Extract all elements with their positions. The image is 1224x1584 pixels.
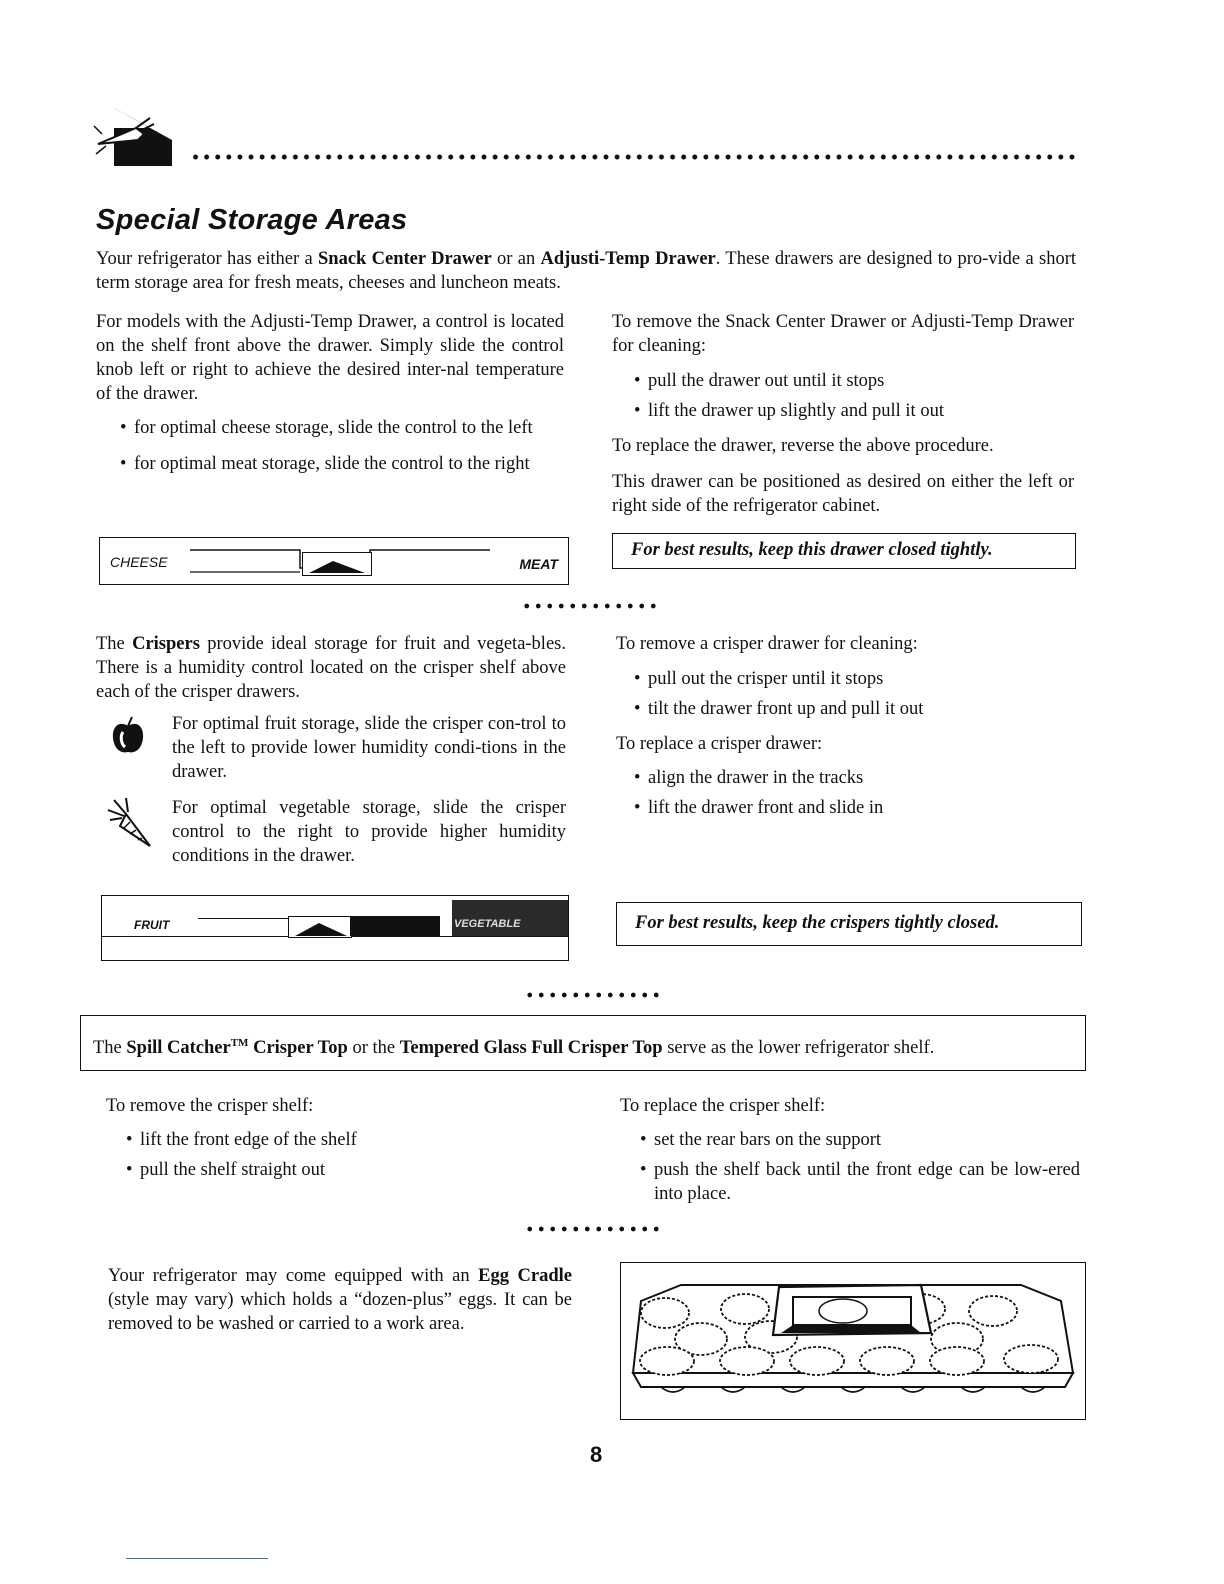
drawer-closed-note — [612, 533, 1076, 569]
intro-text: Your refrigerator has either a — [96, 249, 318, 269]
carrot-icon — [92, 104, 174, 166]
slider-label-vegetable: VEGETABLE — [454, 918, 521, 930]
intro-paragraph — [96, 247, 1076, 295]
list-item: • pull the drawer out until it stops — [634, 369, 1074, 393]
page-title: Special Storage Areas — [96, 204, 408, 236]
slider-label-meat: MEAT — [519, 556, 558, 572]
fruit-storage-text: For optimal fruit storage, slide the crisper con-trol to the left to provide lower humidity condi-tions in the drawer. — [172, 714, 566, 782]
spill-catcher-term: Spill Catcher — [126, 1038, 231, 1059]
section-separator — [524, 1224, 664, 1234]
shelf-replace-intro: To replace the crisper shelf: — [620, 1096, 826, 1116]
egg-text: Your refrigerator may come equipped with an — [108, 1266, 479, 1286]
list-item: • push the shelf back until the front edge can be low-ered into place. — [640, 1158, 1080, 1206]
list-item: • lift the drawer front and slide in — [634, 796, 1074, 820]
list-item: • tilt the drawer front up and pull it out — [634, 697, 1074, 721]
adjusti-temp-term: Adjusti-Temp Drawer — [540, 249, 716, 269]
snack-position-text: This drawer can be positioned as desired on either the left or right side of the refrigerator cabinet. — [612, 472, 1074, 516]
crispers-paragraph — [96, 632, 566, 704]
crisper-top-box — [80, 1015, 1086, 1071]
crispers-term: Crispers — [132, 634, 200, 654]
crisper-replace-intro: To replace a crisper drawer: — [616, 734, 823, 754]
list-item: • lift the front edge of the shelf — [126, 1128, 566, 1152]
adjusti-paragraph: For models with the Adjusti-Temp Drawer, a control is located on the shelf front above the drawer. Simply slide the control knob left or right to achieve the desired inter-nal temperature of the drawer. — [96, 312, 564, 404]
footer-rule — [126, 1558, 268, 1559]
list-item: • for optimal meat storage, slide the control to the right — [120, 452, 564, 476]
egg-cradle-term: Egg Cradle — [478, 1266, 572, 1286]
note-text: For best results, keep the crispers tightly closed. — [635, 913, 1000, 933]
snack-replace-text: To replace the drawer, reverse the above procedure. — [612, 436, 994, 456]
adjusti-temp-slider[interactable] — [99, 537, 569, 585]
glass-crisper-top-term: Tempered Glass Full Crisper Top — [399, 1038, 663, 1059]
snack-center-term: Snack Center Drawer — [318, 249, 492, 269]
apple-icon — [110, 716, 146, 756]
intro-text: or an — [491, 249, 541, 269]
slider-knob[interactable] — [288, 916, 352, 938]
snack-remove-bullets — [634, 369, 1074, 423]
crisper-top-plain: serve as the lower refrigerator shelf. — [662, 1038, 935, 1059]
section-separator — [524, 990, 664, 1000]
slider-label-fruit: FRUIT — [134, 918, 170, 932]
crisper-top-term: Crisper Top — [248, 1038, 348, 1059]
crisper-remove-bullets — [634, 667, 1074, 721]
egg-cradle-paragraph — [108, 1264, 572, 1336]
list-item: • pull the shelf straight out — [126, 1158, 566, 1182]
crisper-top-plain: or the — [347, 1038, 400, 1059]
shelf-replace-bullets — [640, 1128, 1080, 1206]
intro-text: . These drawers are designed to pro-vide a short term storage area for fresh meats, cheeses and luncheon meats. — [96, 249, 1077, 293]
header-dotted-rule — [190, 151, 1076, 163]
list-item: • align the drawer in the tracks — [634, 766, 1074, 790]
vegetable-storage-text: For optimal vegetable storage, slide the crisper control to the right to provide higher humidity conditions in the drawer. — [172, 798, 566, 866]
note-text: For best results, keep this drawer closed tightly. — [631, 540, 993, 560]
crisper-remove-intro: To remove a crisper drawer for cleaning: — [616, 634, 918, 654]
crispers-closed-note — [616, 902, 1082, 946]
shelf-remove-bullets — [126, 1128, 566, 1182]
crispers-text: The — [96, 634, 133, 654]
section-separator — [521, 601, 659, 611]
list-item: • lift the drawer up slightly and pull it out — [634, 399, 1074, 423]
egg-text: (style may vary) which holds a “dozen-plus” eggs. It can be removed to be washed or carried to a work area. — [108, 1290, 572, 1334]
crispers-text: provide ideal storage for fruit and vegeta-bles. There is a humidity control located on the crisper shelf above each of the crisper drawers. — [96, 634, 566, 702]
list-item: • pull out the crisper until it stops — [634, 667, 1074, 691]
crisper-replace-bullets — [634, 766, 1074, 820]
adjusti-bullets — [120, 416, 564, 476]
list-item: • set the rear bars on the support — [640, 1128, 1080, 1152]
crisper-top-plain: The — [93, 1038, 127, 1059]
trademark-sup: TM — [230, 1037, 249, 1049]
shelf-remove-intro: To remove the crisper shelf: — [106, 1096, 314, 1116]
crisper-top-text — [93, 1031, 934, 1060]
page-number: 8 — [590, 1442, 603, 1467]
list-item: • for optimal cheese storage, slide the control to the left — [120, 416, 564, 440]
slider-label-cheese: CHEESE — [110, 554, 168, 570]
snack-remove-intro: To remove the Snack Center Drawer or Adjusti-Temp Drawer for cleaning: — [612, 312, 1074, 356]
carrot-icon — [106, 796, 158, 852]
slider-knob[interactable] — [302, 552, 372, 576]
crisper-humidity-slider[interactable] — [101, 895, 569, 961]
egg-cradle-illustration — [620, 1262, 1086, 1420]
